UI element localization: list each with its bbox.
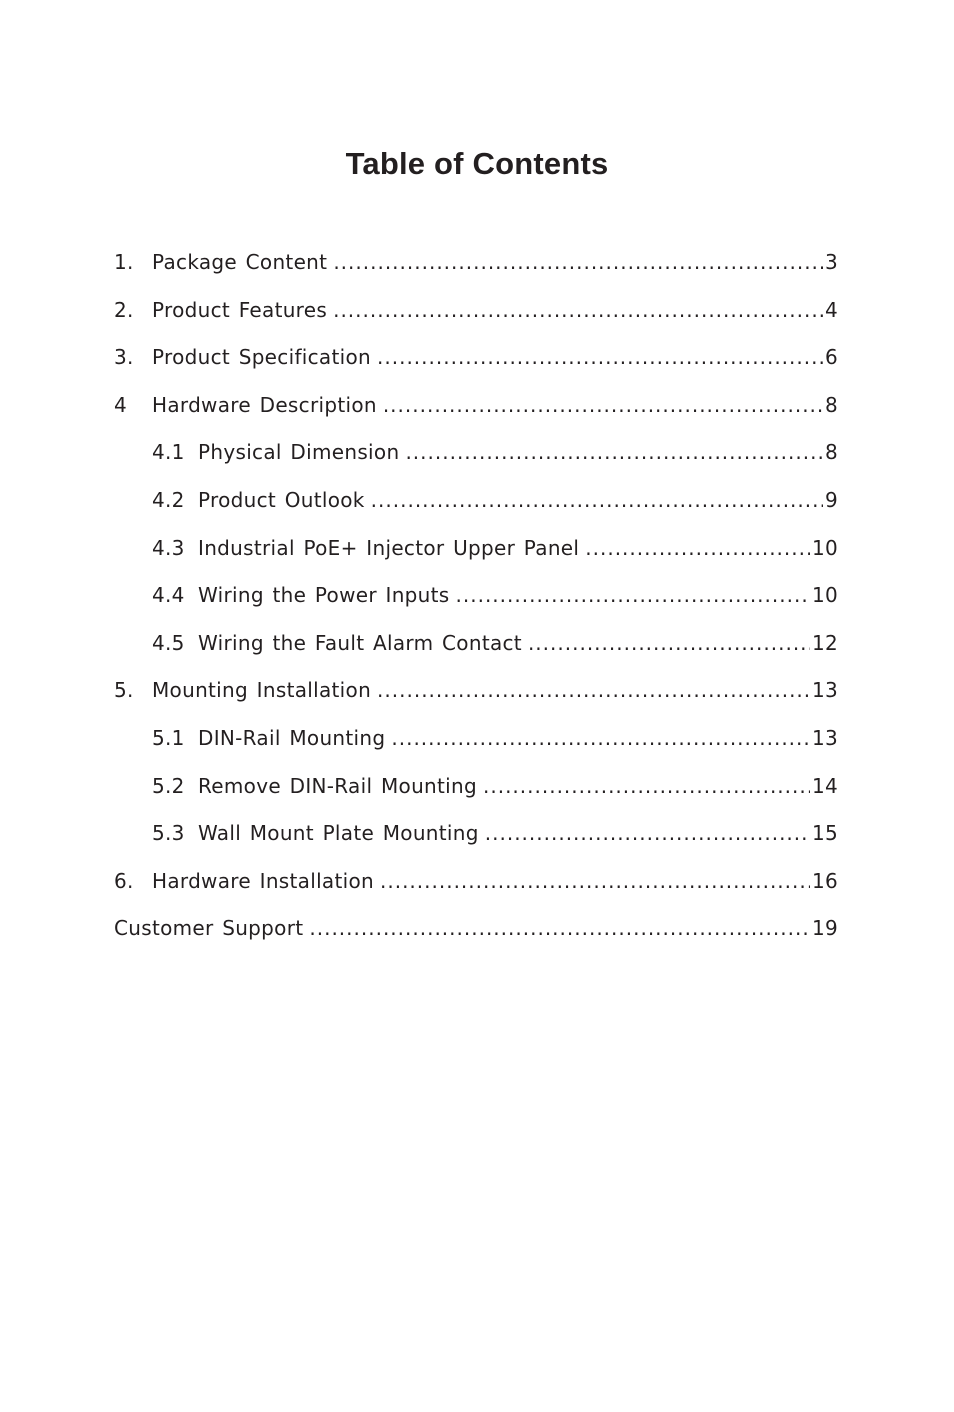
dot-leader — [309, 916, 810, 940]
toc-entry-number: 4.2 — [152, 487, 185, 512]
toc-entry-upper-panel[interactable] — [114, 536, 838, 584]
toc-entry-page: 10 — [811, 583, 838, 608]
toc-entry-number: 4 — [114, 392, 128, 417]
toc-entry-page: 13 — [811, 725, 838, 750]
toc-entry-label: Product Outlook — [198, 487, 365, 512]
page-title: Table of Contents — [345, 146, 609, 181]
toc-entry-label: Mounting Installation — [152, 678, 372, 703]
toc-entry-mounting-installation[interactable] — [114, 678, 838, 726]
dot-leader — [456, 583, 810, 607]
toc-entry-label: Product Specification — [152, 345, 372, 370]
dot-leader — [380, 869, 810, 893]
toc-entry-label: Customer Support — [114, 916, 304, 941]
toc-entry-number: 5. — [114, 678, 134, 703]
dot-leader — [585, 536, 810, 560]
toc-entry-number: 3. — [114, 345, 134, 370]
dot-leader — [483, 774, 810, 798]
toc-entry-page: 10 — [811, 535, 838, 560]
toc-entry-page: 13 — [811, 678, 838, 703]
dot-leader — [405, 440, 823, 464]
toc-entry-number: 6. — [114, 868, 134, 893]
dot-leader — [377, 678, 810, 702]
toc-entry-hardware-description[interactable] — [114, 393, 838, 441]
toc-entry-number: 4.3 — [152, 535, 185, 560]
toc-entry-number: 5.3 — [152, 821, 185, 846]
toc-entry-label: Wiring the Power Inputs — [198, 583, 450, 608]
dot-leader — [377, 345, 823, 369]
toc-entry-page: 15 — [811, 821, 838, 846]
toc-entry-wall-mount-plate[interactable] — [114, 821, 838, 869]
dot-leader — [333, 298, 823, 322]
toc-entry-hardware-installation[interactable] — [114, 869, 838, 917]
toc-entry-customer-support[interactable] — [114, 916, 838, 964]
dot-leader — [528, 631, 810, 655]
toc-entry-label: Physical Dimension — [198, 440, 400, 465]
toc-entry-label: DIN-Rail Mounting — [198, 725, 386, 750]
toc-entry-number: 4.5 — [152, 630, 185, 655]
toc-entry-package-content[interactable] — [114, 250, 838, 298]
toc-entry-page: 4 — [824, 297, 838, 322]
toc-entry-label: Package Content — [152, 250, 328, 274]
toc-entry-number: 5.2 — [152, 773, 185, 798]
toc-entry-physical-dimension[interactable] — [114, 440, 838, 488]
dot-leader — [371, 488, 823, 512]
dot-leader — [383, 393, 823, 417]
toc-entry-wiring-power-inputs[interactable] — [114, 583, 838, 631]
toc-entry-page: 12 — [811, 630, 838, 655]
toc-entry-page: 9 — [824, 487, 838, 512]
toc-entry-label: Hardware Installation — [152, 868, 374, 893]
dot-leader — [333, 250, 823, 274]
toc-entry-product-features[interactable] — [114, 298, 838, 346]
toc-entry-label: Hardware Description — [152, 392, 377, 417]
toc-entry-number: 1. — [114, 250, 134, 274]
toc-entry-label: Wiring the Fault Alarm Contact — [198, 630, 522, 655]
toc-entry-page: 14 — [811, 773, 838, 798]
toc-entry-label: Remove DIN-Rail Mounting — [198, 773, 477, 798]
dot-leader — [485, 821, 810, 845]
toc-entry-number: 5.1 — [152, 725, 185, 750]
toc-entry-number: 2. — [114, 297, 134, 322]
toc-entry-number: 4.1 — [152, 440, 185, 465]
toc-entry-page: 19 — [811, 916, 838, 941]
toc-entry-wiring-fault-alarm[interactable] — [114, 631, 838, 679]
toc-entry-product-specification[interactable] — [114, 345, 838, 393]
toc-entry-label: Wall Mount Plate Mounting — [198, 821, 479, 846]
toc-entry-page: 3 — [824, 250, 838, 274]
toc-entry-din-rail-mounting[interactable] — [114, 726, 838, 774]
toc-entry-remove-din-rail[interactable] — [114, 774, 838, 822]
toc-entry-page: 16 — [811, 868, 838, 893]
toc-entry-page: 8 — [824, 440, 838, 465]
toc-entry-label: Industrial PoE+ Injector Upper Panel — [198, 535, 580, 560]
toc-entry-product-outlook[interactable] — [114, 488, 838, 536]
toc-entry-page: 6 — [824, 345, 838, 370]
toc-entry-label: Product Features — [152, 297, 328, 322]
table-of-contents — [114, 250, 838, 964]
toc-entry-page: 8 — [824, 392, 838, 417]
dot-leader — [391, 726, 810, 750]
toc-entry-number: 4.4 — [152, 583, 185, 608]
